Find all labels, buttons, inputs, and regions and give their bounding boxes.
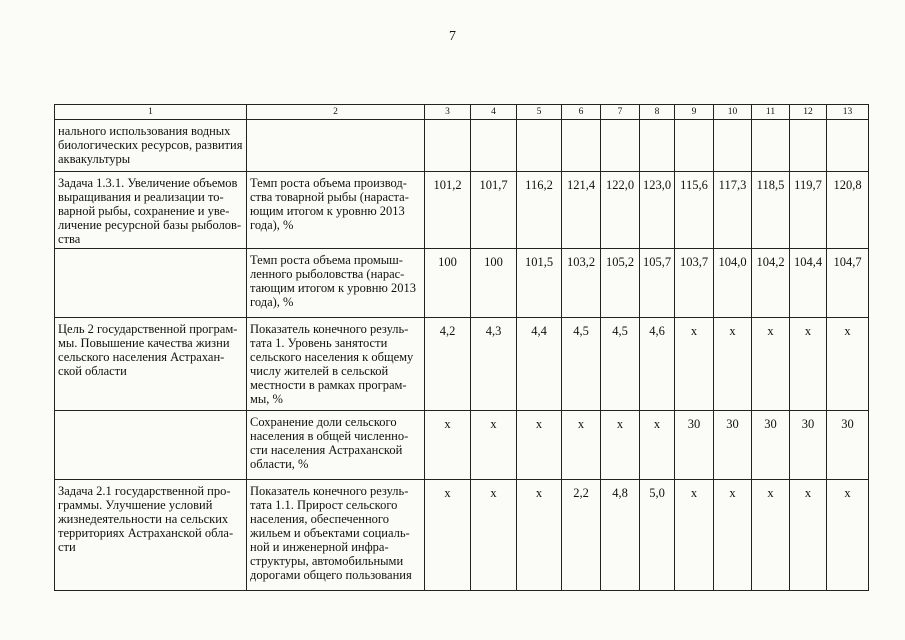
value-cell: 5,0 <box>640 480 675 591</box>
column-number: 9 <box>675 105 714 120</box>
value-cell: 30 <box>752 411 790 480</box>
value-cell: 104,7 <box>827 249 869 318</box>
table-row <box>55 249 869 318</box>
value-cell: 104,0 <box>714 249 752 318</box>
value-cell <box>562 120 601 172</box>
table-row <box>55 480 869 591</box>
value-cell <box>752 120 790 172</box>
value-cell: х <box>640 411 675 480</box>
value-cell: х <box>752 480 790 591</box>
column-number: 7 <box>601 105 640 120</box>
column-number: 3 <box>425 105 471 120</box>
value-cell: 119,7 <box>790 172 827 249</box>
value-cell: 123,0 <box>640 172 675 249</box>
value-cell: 121,4 <box>562 172 601 249</box>
value-cell <box>640 120 675 172</box>
goal-cell <box>55 249 247 318</box>
value-cell: 4,5 <box>562 318 601 411</box>
table-row <box>55 120 869 172</box>
indicator-cell: Темп роста объема производ- ства товарной рыбы (нараста- ющим итогом к уровню 2013 года), % <box>247 172 425 249</box>
value-cell: 116,2 <box>517 172 562 249</box>
column-number: 4 <box>471 105 517 120</box>
value-cell: х <box>714 480 752 591</box>
value-cell: х <box>517 480 562 591</box>
value-cell: х <box>425 411 471 480</box>
column-number: 10 <box>714 105 752 120</box>
indicators-table <box>54 104 869 591</box>
table-row <box>55 172 869 249</box>
value-cell: х <box>517 411 562 480</box>
value-cell: х <box>752 318 790 411</box>
goal-cell: нального использования водных биологических ресурсов, развития аквакультуры <box>55 120 247 172</box>
value-cell <box>790 120 827 172</box>
value-cell: 30 <box>790 411 827 480</box>
column-number: 13 <box>827 105 869 120</box>
value-cell: 122,0 <box>601 172 640 249</box>
goal-cell: Задача 1.3.1. Увеличение объемов выращивания и реализации то- варной рыбы, сохранение и уве- личение ресурсной базы рыболов- ства <box>55 172 247 249</box>
column-number: 12 <box>790 105 827 120</box>
value-cell: 4,5 <box>601 318 640 411</box>
value-cell: х <box>790 480 827 591</box>
column-number: 2 <box>247 105 425 120</box>
value-cell: 101,2 <box>425 172 471 249</box>
value-cell: 4,4 <box>517 318 562 411</box>
value-cell <box>471 120 517 172</box>
indicator-cell: Показатель конечного резуль- тата 1. Уровень занятости сельского населения к общему числу жителей в сельской местности в рамках програм- мы, % <box>247 318 425 411</box>
value-cell: 103,2 <box>562 249 601 318</box>
value-cell: 118,5 <box>752 172 790 249</box>
indicator-cell: Сохранение доли сельского населения в общей численно- сти населения Астраханской области, % <box>247 411 425 480</box>
indicator-cell: Темп роста объема промыш- ленного рыболовства (нарас- тающим итогом к уровню 2013 года), % <box>247 249 425 318</box>
value-cell: 104,2 <box>752 249 790 318</box>
value-cell: 120,8 <box>827 172 869 249</box>
value-cell <box>517 120 562 172</box>
table-row <box>55 411 869 480</box>
value-cell: х <box>471 411 517 480</box>
value-cell: х <box>562 411 601 480</box>
value-cell <box>425 120 471 172</box>
column-number: 1 <box>55 105 247 120</box>
value-cell: 100 <box>471 249 517 318</box>
value-cell: 105,7 <box>640 249 675 318</box>
value-cell: х <box>601 411 640 480</box>
value-cell: 100 <box>425 249 471 318</box>
value-cell: х <box>827 480 869 591</box>
column-number: 8 <box>640 105 675 120</box>
table-row <box>55 318 869 411</box>
goal-cell: Задача 2.1 государственной про- граммы. Улучшение условий жизнедеятельности на сельских территориях Астраханской обла- сти <box>55 480 247 591</box>
value-cell: 4,6 <box>640 318 675 411</box>
value-cell: 115,6 <box>675 172 714 249</box>
value-cell: 30 <box>827 411 869 480</box>
value-cell: 4,3 <box>471 318 517 411</box>
value-cell: 4,8 <box>601 480 640 591</box>
value-cell: 103,7 <box>675 249 714 318</box>
value-cell: х <box>425 480 471 591</box>
value-cell: х <box>675 318 714 411</box>
column-number: 11 <box>752 105 790 120</box>
column-number: 5 <box>517 105 562 120</box>
column-number: 6 <box>562 105 601 120</box>
value-cell: 101,5 <box>517 249 562 318</box>
indicator-cell: Показатель конечного резуль- тата 1.1. Прирост сельского населения, обеспеченного жильем и объектами социаль- ной и инженерной инфра- структуры, автомобильными дорогами общего пользования <box>247 480 425 591</box>
value-cell: 2,2 <box>562 480 601 591</box>
value-cell: х <box>714 318 752 411</box>
value-cell: х <box>827 318 869 411</box>
value-cell: 30 <box>675 411 714 480</box>
value-cell <box>827 120 869 172</box>
value-cell: 4,2 <box>425 318 471 411</box>
value-cell <box>675 120 714 172</box>
column-number-row <box>55 105 869 120</box>
value-cell: 117,3 <box>714 172 752 249</box>
value-cell: 104,4 <box>790 249 827 318</box>
value-cell: 101,7 <box>471 172 517 249</box>
goal-cell: Цель 2 государственной програм- мы. Повышение качества жизни сельского населения Астрахан- ской области <box>55 318 247 411</box>
value-cell <box>601 120 640 172</box>
value-cell: х <box>675 480 714 591</box>
page-number: 7 <box>449 29 456 44</box>
value-cell: х <box>790 318 827 411</box>
goal-cell <box>55 411 247 480</box>
indicator-cell <box>247 120 425 172</box>
value-cell: 30 <box>714 411 752 480</box>
value-cell <box>714 120 752 172</box>
value-cell: х <box>471 480 517 591</box>
value-cell: 105,2 <box>601 249 640 318</box>
